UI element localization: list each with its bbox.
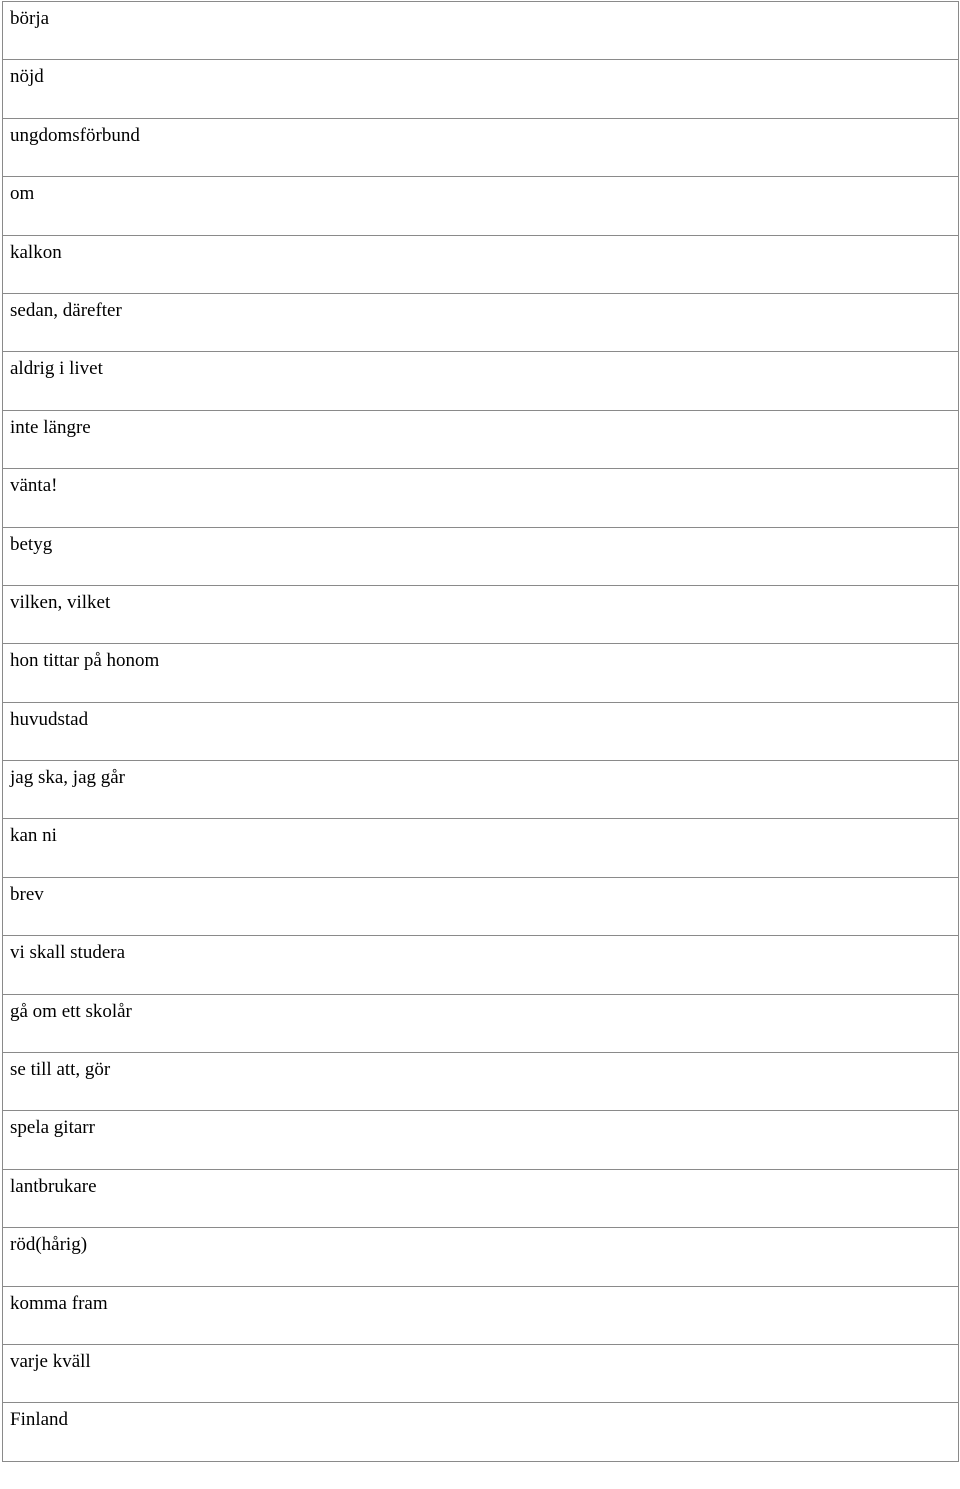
vocabulary-table-body: [3, 2, 959, 1462]
word-text: nöjd: [10, 66, 44, 88]
table-cell: [3, 819, 959, 877]
table-cell: [3, 60, 959, 118]
table-row: [3, 761, 959, 819]
table-cell: [3, 1169, 959, 1227]
table-row: [3, 1403, 959, 1461]
word-text: inte längre: [10, 416, 91, 438]
table-cell: [3, 177, 959, 235]
table-row: [3, 1228, 959, 1286]
table-cell: [3, 1053, 959, 1111]
table-cell: [3, 235, 959, 293]
word-text: huvudstad: [10, 708, 89, 730]
word-text: lantbrukare: [10, 1175, 97, 1197]
table-row: [3, 177, 959, 235]
word-text: kalkon: [10, 241, 62, 263]
word-text: röd(hårig): [10, 1234, 88, 1256]
table-row: [3, 293, 959, 351]
table-row: [3, 118, 959, 176]
word-text: komma fram: [10, 1292, 108, 1314]
table-row: [3, 1053, 959, 1111]
word-text: Finland: [10, 1409, 69, 1431]
table-row: [3, 2, 959, 60]
word-text: vi skall studera: [10, 942, 126, 964]
word-text: jag ska, jag går: [10, 767, 126, 789]
vocabulary-table: [2, 1, 959, 1462]
table-cell: [3, 1228, 959, 1286]
table-cell: [3, 410, 959, 468]
word-text: gå om ett skolår: [10, 1000, 132, 1022]
word-text: hon tittar på honom: [10, 650, 160, 672]
table-cell: [3, 2, 959, 60]
table-cell: [3, 585, 959, 643]
word-text: betyg: [10, 533, 53, 555]
table-row: [3, 1286, 959, 1344]
table-cell: [3, 936, 959, 994]
table-cell: [3, 527, 959, 585]
table-cell: [3, 469, 959, 527]
table-row: [3, 410, 959, 468]
word-text: vänta!: [10, 475, 58, 497]
table-cell: [3, 1344, 959, 1402]
word-text: sedan, därefter: [10, 299, 122, 321]
table-cell: [3, 1403, 959, 1461]
table-row: [3, 1169, 959, 1227]
table-cell: [3, 1286, 959, 1344]
table-row: [3, 936, 959, 994]
word-text: börja: [10, 8, 50, 29]
table-cell: [3, 644, 959, 702]
word-text: aldrig i livet: [10, 358, 103, 380]
table-cell: [3, 877, 959, 935]
table-row: [3, 702, 959, 760]
word-text: spela gitarr: [10, 1117, 95, 1139]
table-row: [3, 994, 959, 1052]
table-row: [3, 1344, 959, 1402]
word-text: vilken, vilket: [10, 591, 111, 613]
word-text: se till att, gör: [10, 1059, 111, 1081]
word-text: kan ni: [10, 825, 57, 847]
table-row: [3, 235, 959, 293]
table-cell: [3, 761, 959, 819]
table-cell: [3, 293, 959, 351]
word-text: ungdomsförbund: [10, 124, 140, 146]
table-row: [3, 644, 959, 702]
word-text: om: [10, 183, 35, 205]
table-cell: [3, 702, 959, 760]
table-cell: [3, 994, 959, 1052]
table-row: [3, 352, 959, 410]
table-row: [3, 527, 959, 585]
table-row: [3, 60, 959, 118]
table-cell: [3, 118, 959, 176]
table-row: [3, 1111, 959, 1169]
table-cell: [3, 352, 959, 410]
word-text: brev: [10, 883, 44, 905]
table-row: [3, 877, 959, 935]
table-row: [3, 469, 959, 527]
table-row: [3, 585, 959, 643]
table-row: [3, 819, 959, 877]
word-text: varje kväll: [10, 1350, 91, 1372]
table-cell: [3, 1111, 959, 1169]
